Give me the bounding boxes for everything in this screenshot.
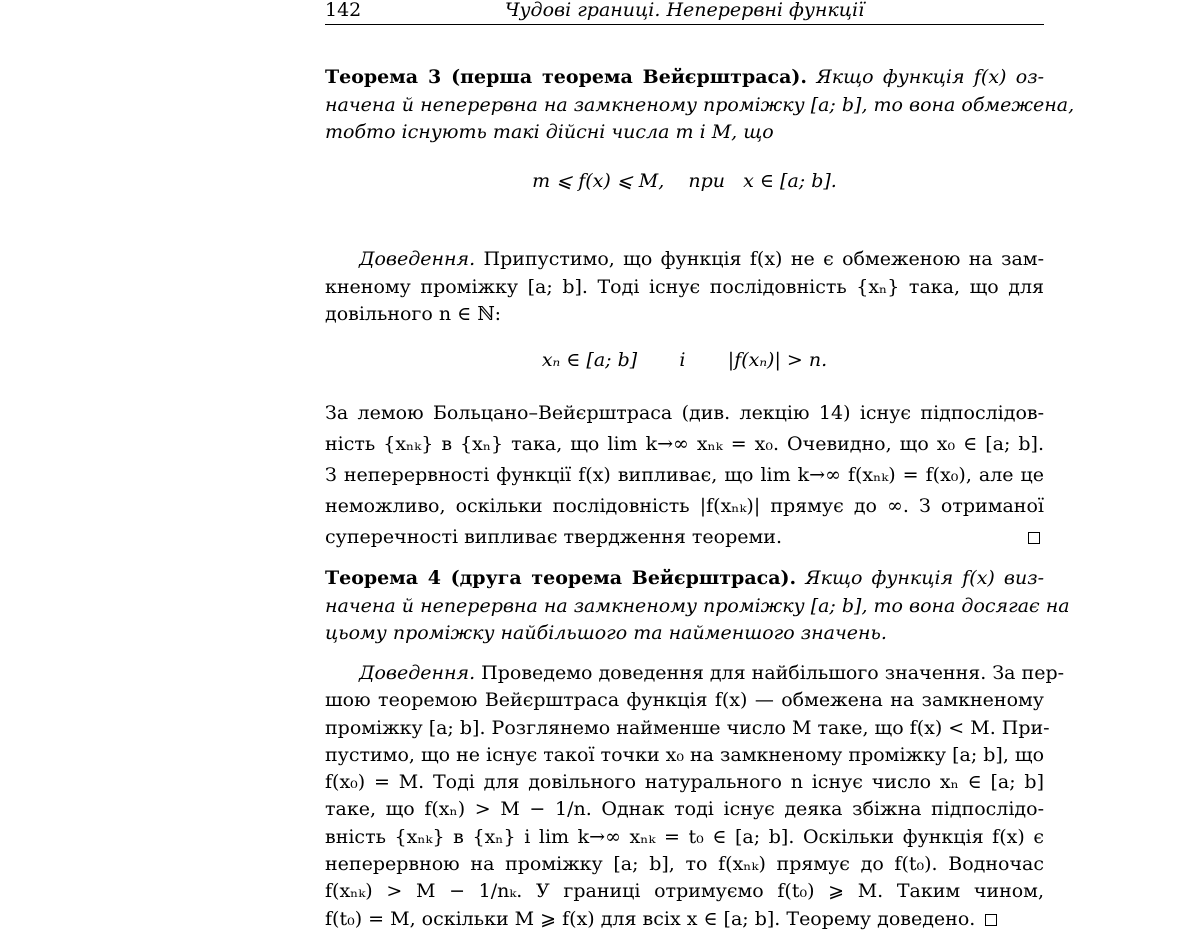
proof-2-line: таке, що f(xₙ) > M − 1/n. Однак тоді існує деяка збіжна підпослідо- <box>325 798 1044 821</box>
theorem-3-line: Якщо функція f(x) оз- <box>816 66 1045 88</box>
proof-2-line: f(x₀) = M. Тоді для довільного натурального n існує число xₙ ∈ [a; b] <box>325 771 1044 794</box>
proof-1-line: неможливо, оскільки послідовність |f(xₙₖ)| прямує до ∞. З отриманої <box>325 495 1044 517</box>
proof-2-line: f(t₀) = M, оскільки M ⩾ f(x) для всіх x ∈ [a; b]. Теорему доведено. <box>325 907 976 930</box>
proof-2-label: Доведення. <box>359 662 476 684</box>
theorem-3-line: начена й неперервна на замкненому проміжку [a; b], то вона обмежена, <box>325 93 1075 116</box>
proof-1-line: суперечності випливає твердження теореми. <box>325 526 783 548</box>
theorem-3-line: тобто існують такі дійсні числа m і M, що <box>325 121 774 143</box>
proof-2-line: вність {xₙₖ} в {xₙ} і lim k→∞ xₙₖ = t₀ ∈ [a; b]. Оскільки функція f(x) є <box>325 825 1044 848</box>
proof-2-line: Проведемо доведення для найбільшого значення. За пер- <box>481 662 1065 684</box>
proof-1-line: Припустимо, що функція f(x) не є обмеженою на зам- <box>483 248 1044 270</box>
theorem-4-label: Теорема 4 (друга теорема Вейєрштраса). <box>325 567 797 589</box>
proof-1-line: З неперервності функції f(x) випливає, що lim k→∞ f(xₙₖ) = f(x₀), але це <box>325 464 1044 486</box>
proof-1-line: За лемою Больцано–Вейєрштраса (див. лекцію 14) існує підпослідов- <box>325 402 1044 424</box>
proof-1-label: Доведення. <box>359 248 476 270</box>
page-number: 142 <box>325 0 362 21</box>
proof-2-line: пустимо, що не існує такої точки x₀ на замкненому проміжку [a; b], що <box>325 743 1045 766</box>
qed-square-icon <box>1028 532 1040 544</box>
proof-2-line: шою теоремою Вейєрштраса функція f(x) — обмежена на замкненому <box>325 689 1044 712</box>
theorem-3 <box>325 64 1075 147</box>
proof-1-line: ність {xₙₖ} в {xₙ} така, що lim k→∞ xₙₖ = x₀. Очевидно, що x₀ ∈ [a; b]. <box>325 433 1044 455</box>
proof-1-line: довільного n ∈ ℕ: <box>325 303 502 325</box>
proof-2-line: неперервною на проміжку [a; b], то f(xₙₖ) прямує до f(t₀). Водночас <box>325 853 1044 876</box>
page <box>325 0 1075 930</box>
proof-1-line: кненому проміжку [a; b]. Тоді існує послідовність {xₙ} така, що для <box>325 275 1044 298</box>
running-title: Чудові границі. Неперервні функції <box>504 0 865 21</box>
proof-2-line: f(xₙₖ) > M − 1/nₖ. У границі отримуємо f(t₀) ⩾ M. Таким чином, <box>325 880 1044 903</box>
qed-square-icon <box>985 914 997 926</box>
theorem-4-line: Якщо функція f(x) виз- <box>805 567 1045 589</box>
theorem-4 <box>325 565 1070 648</box>
running-header <box>325 0 1044 25</box>
theorem-3-label: Теорема 3 (перша теорема Вейєрштраса). <box>325 66 808 88</box>
proof-1 <box>325 246 1044 329</box>
theorem-4-line: цьому проміжку найбільшого та найменшого значень. <box>325 622 887 644</box>
theorem-4-line: начена й неперервна на замкненому проміжку [a; b], то вона досягає на <box>325 594 1070 617</box>
proof-1-continued <box>325 398 1044 553</box>
proof-2-line: проміжку [a; b]. Розглянемо найменше число M таке, що f(x) < M. При- <box>325 716 1050 739</box>
theorem-3-formula: m ⩽ f(x) ⩽ M, при x ∈ [a; b]. <box>532 170 837 192</box>
proof-1-formula: xₙ ∈ [a; b] і |f(xₙ)| > n. <box>541 349 828 371</box>
proof-2 <box>325 660 1065 933</box>
